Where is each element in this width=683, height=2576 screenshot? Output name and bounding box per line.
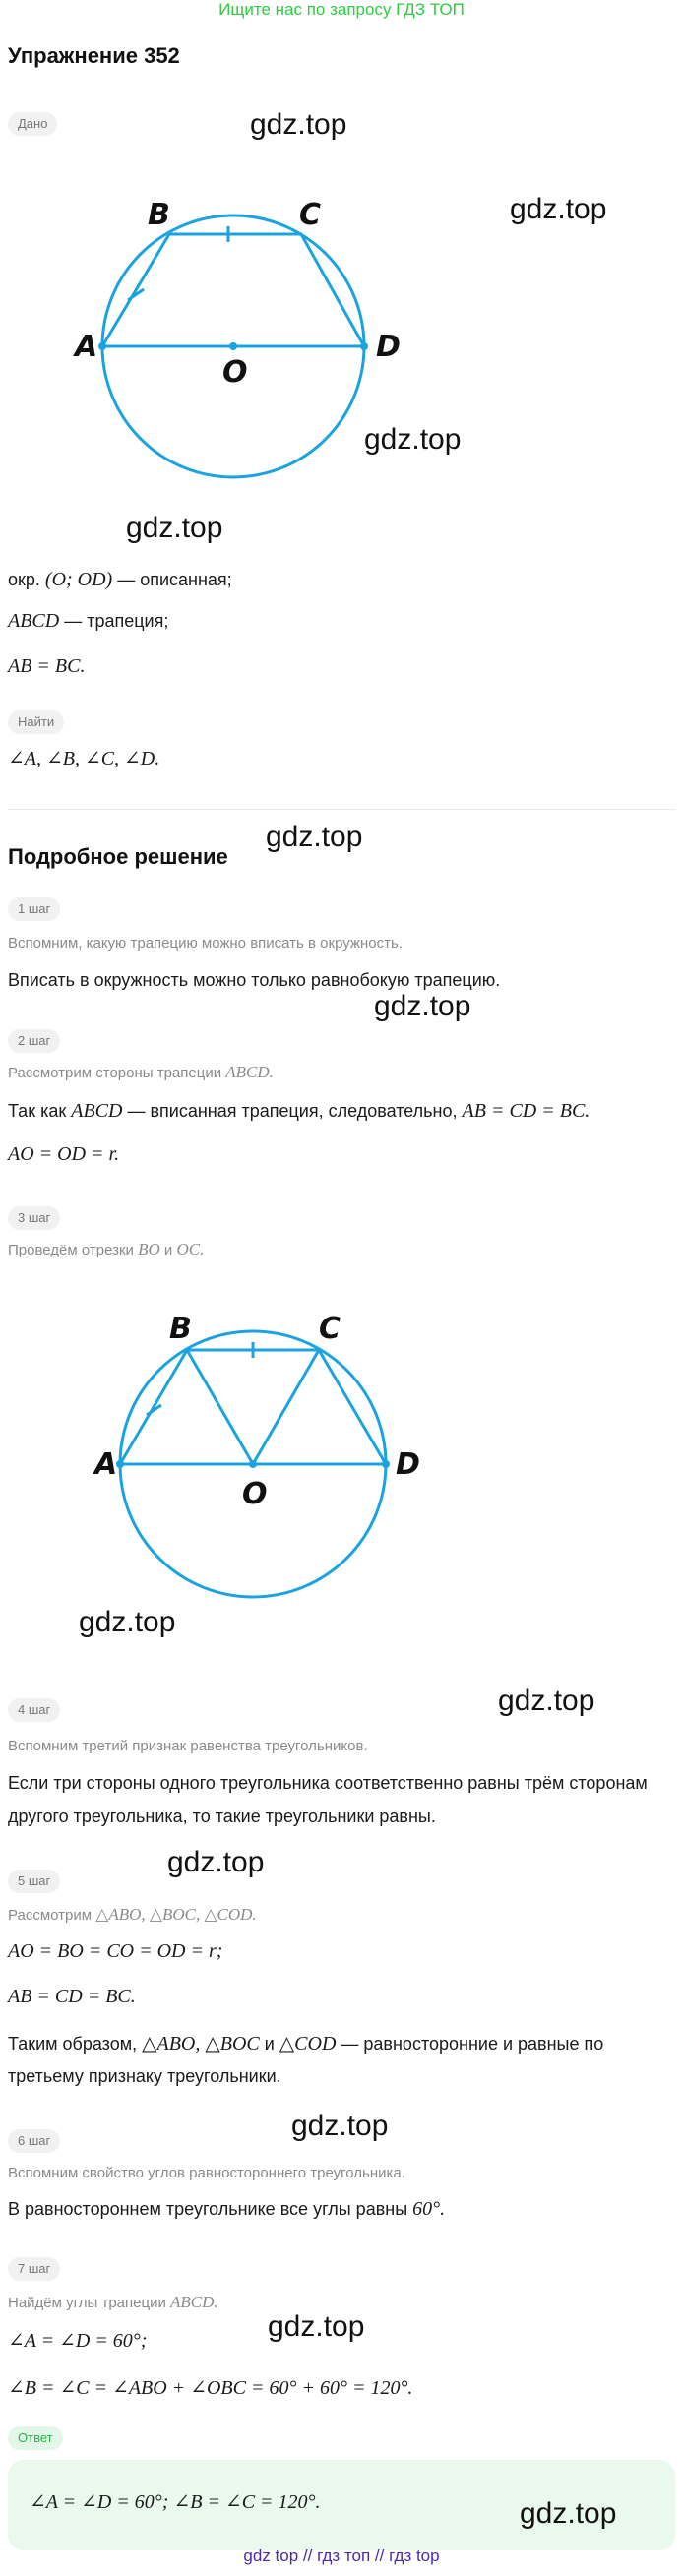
label-a: A: [94, 1447, 118, 1482]
step-7-hint: Найдём углы трапеции ABCD.: [8, 2293, 218, 2311]
given-label: Дано: [8, 112, 57, 136]
watermark: gdz.top: [498, 1685, 595, 1717]
step-2-hint: Рассмотрим стороны трапеции ABCD.: [8, 1063, 274, 1081]
step-5-math-1: AO = BO = CO = OD = r;: [8, 1940, 223, 1962]
label-c: C: [299, 198, 322, 232]
watermark: gdz.top: [291, 2110, 389, 2142]
segment-co: [253, 1350, 319, 1464]
step-1-hint: Вспомним, какую трапецию можно вписать в окружность.: [8, 935, 403, 951]
watermark: gdz.top: [364, 423, 462, 456]
find-expression: ∠A, ∠B, ∠C, ∠D.: [8, 748, 160, 769]
step-2-math: AO = OD = r.: [8, 1143, 120, 1165]
label-d: D: [396, 1447, 420, 1482]
step-5-label: 5 шаг: [8, 1870, 60, 1893]
watermark: gdz.top: [126, 512, 223, 544]
divider: [8, 809, 675, 810]
answer-label: Ответ: [8, 2426, 63, 2450]
footer-links[interactable]: gdz top // гдз топ // гдз top: [243, 2546, 440, 2565]
step-2-text: Так как ABCD — вписанная трапеция, следовательно, AB = CD = BC.: [8, 1100, 590, 1122]
center-o: [229, 342, 237, 350]
step-4-label: 4 шаг: [8, 1698, 60, 1722]
watermark: gdz.top: [510, 193, 607, 225]
label-b: B: [148, 198, 170, 232]
segment-bo: [187, 1350, 253, 1464]
step-1-text: Вписать в окружность можно только равнобокую трапецию.: [8, 970, 501, 990]
step-4-text-1: Если три стороны одного треугольника соответственно равны трём сторонам: [8, 1773, 648, 1793]
trapezoid-figure-1: [59, 187, 433, 492]
watermark: gdz.top: [79, 1606, 176, 1638]
watermark: gdz.top: [268, 2310, 365, 2343]
step-4-text-2: другого треугольника, то такие треугольники равны.: [8, 1807, 436, 1826]
step-6-label: 6 шаг: [8, 2129, 60, 2153]
step-5-text-2: третьему признаку треугольники.: [8, 2066, 281, 2086]
step-1-label: 1 шаг: [8, 897, 60, 921]
label-b: B: [169, 1312, 192, 1346]
exercise-title: Упражнение 352: [8, 43, 180, 68]
step-3-label: 3 шаг: [8, 1206, 60, 1230]
given-line-2: ABCD — трапеция;: [8, 610, 169, 632]
watermark: gdz.top: [520, 2497, 617, 2530]
watermark: gdz.top: [167, 1846, 265, 1878]
search-banner[interactable]: Ищите нас по запросу ГДЗ ТОП: [218, 0, 465, 19]
step-3-hint: Проведём отрезки BO и OC.: [8, 1240, 205, 1258]
label-o: O: [242, 1477, 268, 1511]
step-6-hint: Вспомним свойство углов равностороннего треугольника.: [8, 2165, 405, 2181]
step-5-math-2: AB = CD = BC.: [8, 1986, 136, 2007]
step-4-hint: Вспомним третий признак равенства треугольников.: [8, 1738, 368, 1754]
answer-expression: ∠A = ∠D = 60°; ∠B = ∠C = 120°.: [30, 2491, 321, 2513]
step-7-math-1: ∠A = ∠D = 60°;: [8, 2330, 148, 2352]
step-6-text: В равностороннем треугольнике все углы равны 60°.: [8, 2198, 446, 2220]
watermark: gdz.top: [266, 821, 363, 853]
label-a: A: [75, 330, 98, 364]
step-2-label: 2 шаг: [8, 1029, 60, 1053]
given-line-1: окр. (O; OD) — описанная;: [8, 569, 232, 590]
label-o: O: [222, 355, 248, 390]
step-5-text-1: Таким образом, △ABO, △BOC и △COD — равносторонние и равные по: [8, 2033, 604, 2055]
label-c: C: [319, 1312, 342, 1346]
center-o: [249, 1460, 257, 1468]
label-d: D: [376, 330, 401, 364]
trapezoid-figure-2: [79, 1299, 433, 1604]
given-line-3: AB = BC.: [8, 655, 86, 677]
step-7-label: 7 шаг: [8, 2257, 60, 2281]
watermark: gdz.top: [374, 990, 471, 1022]
solution-title: Подробное решение: [8, 844, 228, 869]
watermark: gdz.top: [250, 108, 347, 141]
find-label: Найти: [8, 710, 64, 734]
step-5-hint: Рассмотрим △ABO, △BOC, △COD.: [8, 1905, 257, 1924]
step-7-math-2: ∠B = ∠C = ∠ABO + ∠OBC = 60° + 60° = 120°.: [8, 2377, 413, 2399]
